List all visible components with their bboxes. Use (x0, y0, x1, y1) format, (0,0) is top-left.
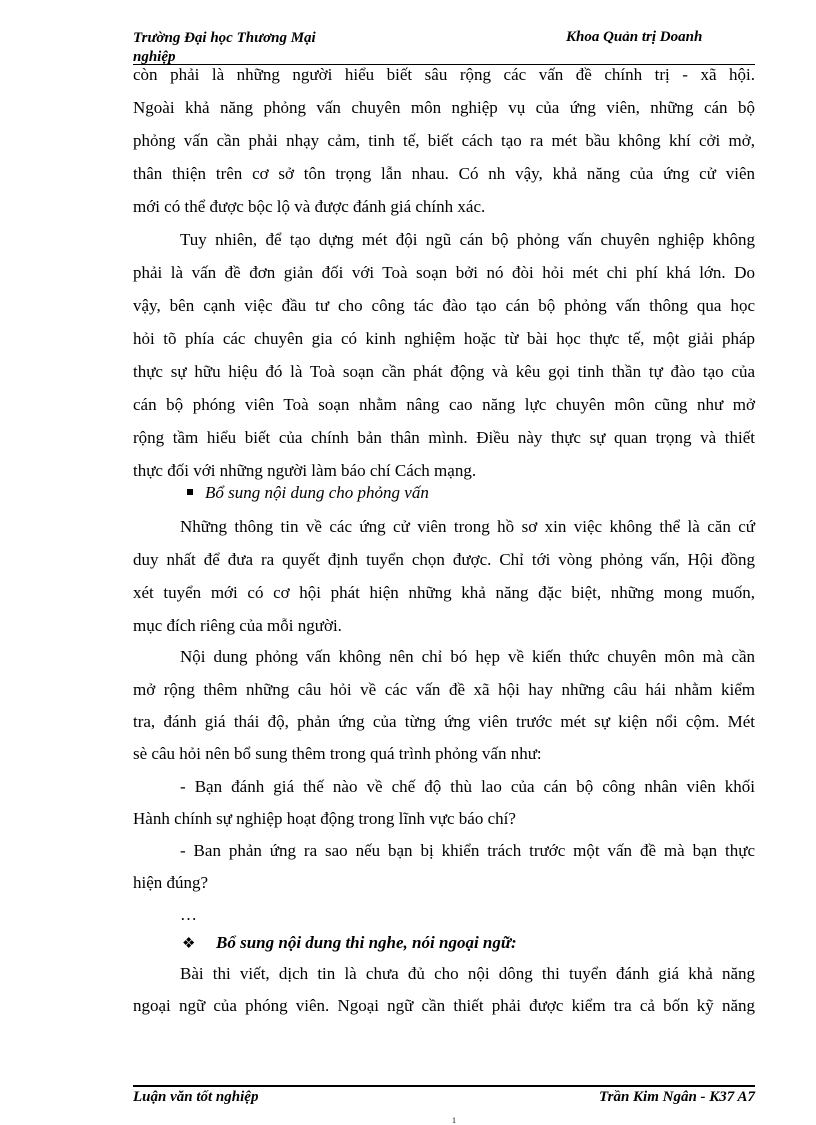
body-line: tra, đánh giá thái độ, phản ứng của từng ứng viên trước mét sự kiện nổi cộm. Mét (133, 712, 755, 731)
body-line: duy nhất để đưa ra quyết định tuyển chọn được. Chỉ tới vòng phỏng vấn, Hội đồng (133, 550, 755, 569)
header-faculty: Khoa Quản trị Doanh (566, 29, 703, 45)
body-line: vậy, bên cạnh việc đầu tư cho công tác đào tạo cán bộ phỏng vấn thông qua học (133, 296, 755, 315)
ellipsis: … (180, 905, 197, 924)
body-line: hỏi tõ phía các chuyên gia có kinh nghiệm hoặc từ bài học thực tế, một giải pháp (133, 329, 755, 348)
section-heading: Bổ sung nội dung thi nghe, nói ngoại ngữ: (216, 933, 517, 952)
footer-author: Trần Kim Ngân - K37 A7 (599, 1089, 755, 1105)
body-line: Ngoài khả năng phỏng vấn chuyên môn nghiệp vụ của ứng viên, những cán bộ (133, 98, 755, 117)
body-line: mới có thể được bộc lộ và được đánh giá chính xác. (133, 197, 486, 216)
body-line: thực đối với những người làm báo chí Cách mạng. (133, 461, 477, 480)
body-line: mục đích riêng của mỗi người. (133, 616, 342, 635)
body-line: Bài thi viết, dịch tin là chưa đủ cho nội dông thi tuyển đánh giá khả năng (180, 964, 755, 983)
body-line: - Ban phản ứng ra sao nếu bạn bị khiển trách trước một vấn đề mà bạn thực (180, 841, 755, 860)
body-line: phải là vấn đề đơn giản đối với Toà soạn bởi nó đòi hỏi mét chi phí khá lớn. Do (133, 263, 755, 282)
body-line: Hành chính sự nghiệp hoạt động trong lĩnh vực báo chí? (133, 809, 516, 828)
body-line: rộng tầm hiểu biết của chính bản thân mình. Điều này thực sự quan trọng và thiết (133, 428, 755, 447)
body-line: phỏng vấn cần phải nhạy cảm, tinh tế, biết cách tạo ra mét bầu không khí cởi mở, (133, 131, 755, 150)
diamond-bullet-icon: ❖ (182, 936, 196, 952)
body-line: xét tuyển mới có cơ hội phát hiện những khả năng đặc biệt, những mong muốn, (133, 583, 755, 602)
body-line: còn phải là những người hiểu biết sâu rộng các vấn đề chính trị - xã hội. (133, 65, 755, 84)
footer-divider (133, 1085, 755, 1087)
body-line: thực sự hữu hiệu đó là Toà soạn cần phát động và kêu gọi tinh thần tự đào tạo của (133, 362, 755, 381)
footer-thesis: Luận văn tốt nghiệp (133, 1089, 259, 1105)
header-school: Trường Đại học Thương Mại nghiệp (133, 30, 316, 65)
body-line: hiện đúng? (133, 873, 209, 892)
page-number: 1 (452, 1116, 456, 1125)
body-line: thân thiện trên cơ sở tôn trọng lẫn nhau. Có nh vậy, khả năng của ứng cử viên (133, 164, 755, 183)
body-line: mở rộng thêm những câu hỏi về các vấn đề xã hội hay những câu hái nhằm kiểm (133, 680, 755, 699)
section-heading: Bổ sung nội dung cho phỏng vấn (205, 483, 429, 502)
body-line: cán bộ phóng viên Toà soạn nhằm nâng cao năng lực chuyên môn cũng như mở (133, 395, 755, 414)
body-line: Tuy nhiên, để tạo dựng mét đội ngũ cán bộ phỏng vấn chuyên nghiệp không (180, 230, 755, 249)
body-line: - Bạn đánh giá thế nào về chế độ thù lao của cán bộ công nhân viên khối (180, 777, 755, 796)
body-line: Những thông tin về các ứng cử viên trong hồ sơ xin việc không thể là căn cứ (180, 517, 755, 536)
square-bullet-icon (187, 489, 193, 495)
body-line: ngoại ngữ của phóng viên. Ngoại ngữ cần thiết phải được kiểm tra cả bốn kỹ năng (133, 996, 755, 1015)
body-line: Nội dung phỏng vấn không nên chỉ bó hẹp về kiến thức chuyên môn mà cần (180, 647, 755, 666)
body-line: sè câu hỏi nên bổ sung thêm trong quá trình phỏng vấn như: (133, 744, 542, 763)
